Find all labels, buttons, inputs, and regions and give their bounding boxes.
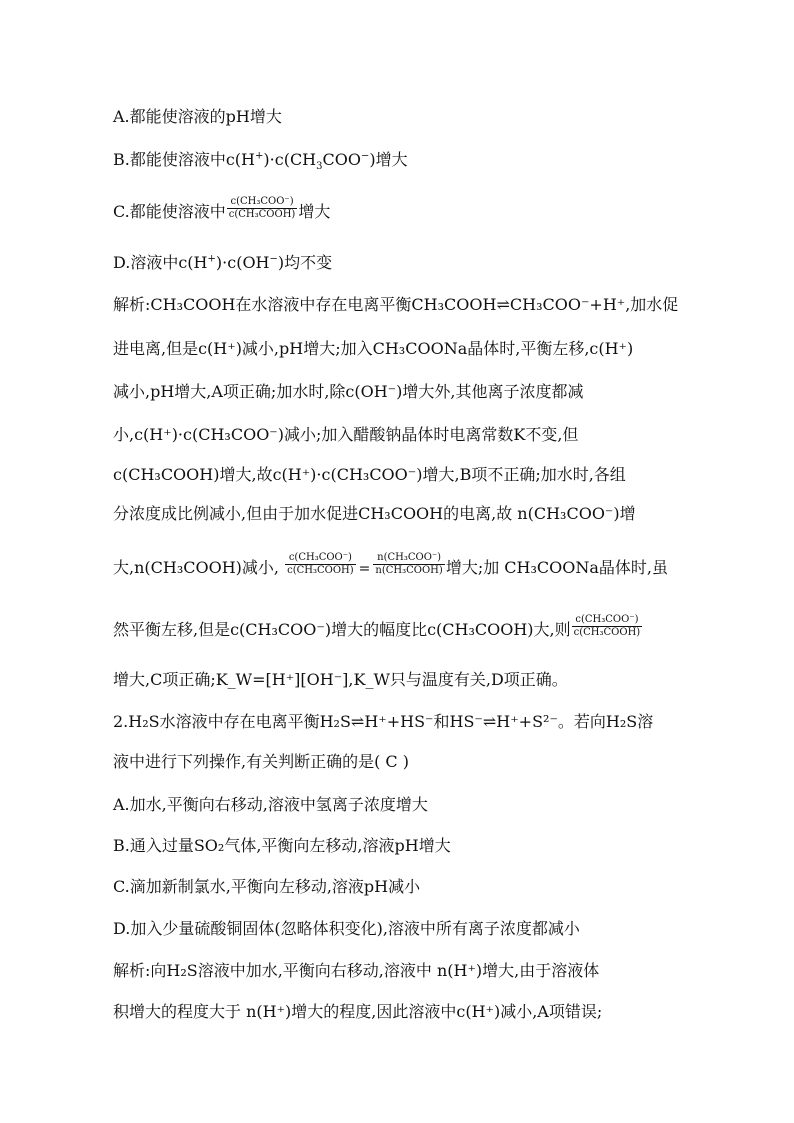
q1-option-d-post: )均不变 [277, 253, 333, 272]
q1-option-b-mid1: )·c(CH [263, 150, 317, 169]
analysis2-line1: 解析:向H₂S溶液中加水,平衡向右移动,溶液中 n(H⁺)增大,由于溶液体 [113, 961, 600, 980]
analysis1-line1: 解析:CH₃COOH在水溶液中存在电离平衡CH₃COOH⇌CH₃COO⁻+H⁺,加水促 [113, 295, 679, 314]
q1-option-c-post: 增大 [298, 202, 331, 221]
fraction-numerator: c(CH₃COO⁻) [227, 196, 298, 209]
equals-sign: = [358, 561, 371, 577]
analysis2-line2: 积增大的程度大于 n(H⁺)增大的程度,因此溶液中c(H⁺)减小,A项错误; [113, 1002, 603, 1021]
q1-option-b-mid2: COO [322, 150, 361, 169]
analysis1-line9: 增大,C项正确;K_W=[H⁺][OH⁻],K_W只与温度有关,D项正确。 [113, 670, 568, 689]
analysis1-line7: 大,n(CH₃COOH)减小, $\frac{\text{c(CH₃COO⁻)}}{\text{c(CH₃COOH)}}$ = $\frac{\text{n(CH₃COO⁻)}}{\text{n(CH₃COOH)}}$ 增大;加 CH₃COONa晶体时,虽 [113, 552, 669, 577]
fraction-n-ratio: $\frac{\text{n(CH₃COO⁻)}}{\text{n(CH₃COOH)}}$ [375, 552, 443, 576]
analysis1-line6: 分浓度成比例减小,但由于加水促进CH₃COOH的电离,故 n(CH₃COO⁻)增 [113, 504, 636, 523]
q1-option-a [113, 107, 688, 127]
analysis1-line5: c(CH₃COOH)增大,故c(H⁺)·c(CH₃COO⁻)增大,B项不正确;加水时,各组 [113, 465, 626, 484]
q2-stem-line1: 2.H₂S水溶液中存在电离平衡H₂S⇌H⁺+HS⁻和HS⁻⇌H⁺+S²⁻。若向H₂S溶 [113, 712, 654, 731]
q2-stem-line2: 液中进行下列操作,有关判断正确的是( C ) [113, 752, 409, 771]
q1-option-b: B.都能使溶液中$c(H^+)\cdot c(CH_3COO^-)$增大 [113, 150, 408, 173]
fraction-acetate-acid [227, 196, 298, 221]
fraction-denominator: c(CH₃COOH) [228, 209, 296, 220]
q2-option-d: D.加入少量硫酸铜固体(忽略体积变化),溶液中所有离子浓度都减小 [113, 919, 580, 938]
q2-option-b: B.通入过量SO₂气体,平衡向左移动,溶液pH增大 [113, 836, 451, 855]
q1-option-d: D.溶液中c(H+)·c(OH−)均不变 [113, 253, 333, 272]
q1-option-d-pre: D.溶液中c(H [113, 253, 208, 272]
analysis1-line4: 小,c(H⁺)·c(CH₃COO⁻)减小;加入醋酸钠晶体时电离常数K不变,但 [113, 425, 579, 444]
q1-option-d-mid: )·c(OH [215, 253, 270, 272]
fraction-c-ratio-2: $\frac{\text{c(CH₃COO⁻)}}{\text{c(CH₃COOH)}}$ [573, 614, 641, 638]
q1-option-b-post: )增大 [369, 150, 408, 169]
analysis1-line3: 减小,pH增大,A项正确;加水时,除c(OH⁻)增大外,其他离子浓度都减 [113, 382, 584, 401]
q1-option-b-pre: B.都能使溶液中c(H [113, 150, 256, 169]
q1-option-a-text: A.都能使溶液的pH增大 [113, 107, 282, 126]
q1-option-c-pre: C.都能使溶液中 [113, 202, 226, 221]
analysis1-line2: 进电离,但是c(H⁺)减小,pH增大;加入CH₃COONa晶体时,平衡左移,c(H⁺) [113, 339, 634, 358]
q2-option-a: A.加水,平衡向右移动,溶液中氢离子浓度增大 [113, 795, 428, 814]
q1-option-c [113, 196, 688, 222]
q2-option-c: C.滴加新制氯水,平衡向左移动,溶液pH减小 [113, 877, 421, 896]
fraction-c-ratio: $\frac{\text{c(CH₃COO⁻)}}{\text{c(CH₃COOH)}}$ [287, 552, 354, 576]
analysis1-line8: 然平衡左移,但是c(CH₃COO⁻)增大的幅度比c(CH₃COOH)大,则 $\frac{\text{c(CH₃COO⁻)}}{\text{c(CH₃COOH)}}$ [113, 614, 641, 639]
